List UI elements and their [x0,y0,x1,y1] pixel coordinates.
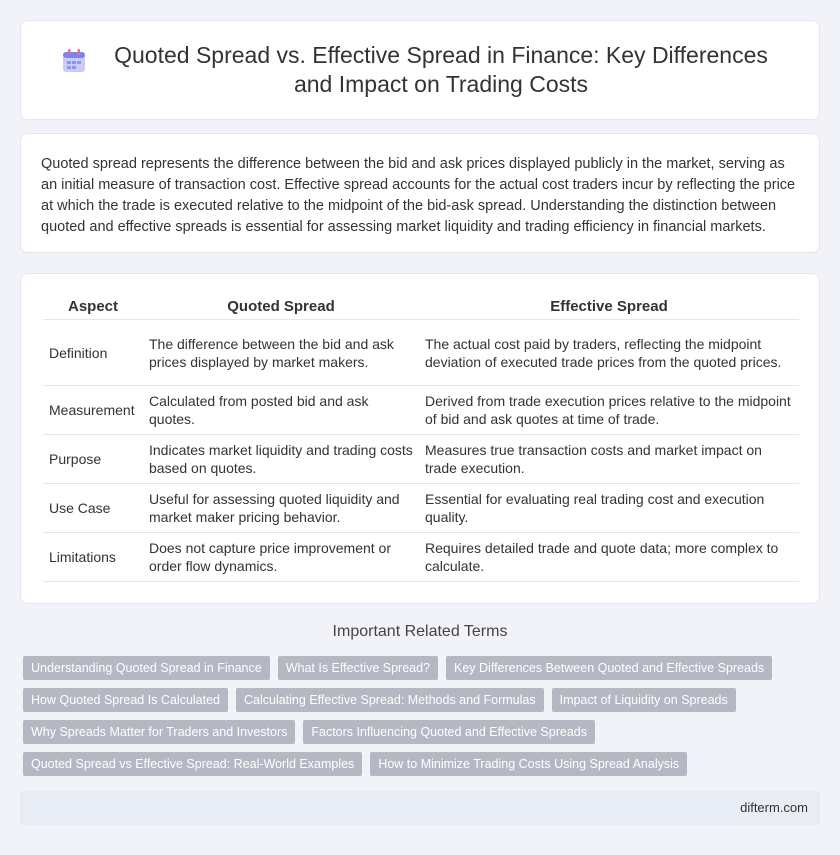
aspect-cell: Purpose [43,435,143,484]
table-row [43,320,799,386]
related-term-link[interactable]: Quoted Spread vs Effective Spread: Real-World Examples [23,752,362,776]
related-term-link[interactable]: Why Spreads Matter for Traders and Investors [23,720,295,744]
effective-cell: Derived from trade execution prices relative to the midpoint of bid and ask quotes at time of trade. [419,386,799,435]
footer [20,791,820,825]
page-title: Quoted Spread vs. Effective Spread in Finance: Key Differences and Impact on Trading Costs [114,42,768,97]
table-row [43,484,799,533]
aspect-cell: Use Case [43,484,143,533]
aspect-cell: Measurement [43,386,143,435]
tag-row [23,656,823,680]
footer-site-link[interactable]: difterm.com [740,800,808,815]
effective-cell: The actual cost paid by traders, reflecting the midpoint deviation of executed trade prices from the quoted prices. [419,320,799,386]
related-term-link[interactable]: Key Differences Between Quoted and Effective Spreads [446,656,772,680]
related-term-link[interactable]: What Is Effective Spread? [278,656,438,680]
related-term-link[interactable]: How to Minimize Trading Costs Using Spread Analysis [370,752,687,776]
intro-card [20,133,820,253]
tag-row [23,720,823,744]
quoted-cell: Indicates market liquidity and trading costs based on quotes. [143,435,419,484]
header-quoted-spread: Quoted Spread [143,294,419,320]
effective-cell: Measures true transaction costs and market impact on trade execution. [419,435,799,484]
table-row [43,386,799,435]
table-row [43,435,799,484]
related-term-link[interactable]: How Quoted Spread Is Calculated [23,688,228,712]
quoted-cell: The difference between the bid and ask prices displayed by market makers. [143,320,419,386]
effective-cell: Essential for evaluating real trading cost and execution quality. [419,484,799,533]
effective-cell: Requires detailed trade and quote data; more complex to calculate. [419,533,799,582]
aspect-cell: Limitations [43,533,143,582]
related-term-link[interactable]: Understanding Quoted Spread in Finance [23,656,270,680]
tag-row [23,752,823,776]
quoted-cell: Useful for assessing quoted liquidity and market maker pricing behavior. [143,484,419,533]
aspect-cell: Definition [43,320,143,386]
related-terms-list [23,656,823,784]
quoted-cell: Calculated from posted bid and ask quotes. [143,386,419,435]
comparison-table-card [20,273,820,604]
intro-text: Quoted spread represents the difference between the bid and ask prices displayed publicly in the market, serving as an initial measure of transaction cost. Effective spread accounts for the actual cost traders incur by reflecting the price at which the trade is executed relative to the midpoint of the bid-ask spread. Understanding the distinction between quoted and effective spreads is essential for assessing market liquidity and trading efficiency in financial markets. [41,156,796,235]
header-aspect: Aspect [43,294,143,320]
related-term-link[interactable]: Factors Influencing Quoted and Effective Spreads [303,720,595,744]
related-terms-title: Important Related Terms [332,623,508,640]
comparison-table [43,294,799,582]
related-term-link[interactable]: Impact of Liquidity on Spreads [552,688,736,712]
quoted-cell: Does not capture price improvement or order flow dynamics. [143,533,419,582]
table-row [43,533,799,582]
related-term-link[interactable]: Calculating Effective Spread: Methods and Formulas [236,688,544,712]
tag-row [23,688,823,712]
header-card [20,20,820,120]
calendar-icon [60,47,88,75]
header-effective-spread: Effective Spread [419,294,799,320]
